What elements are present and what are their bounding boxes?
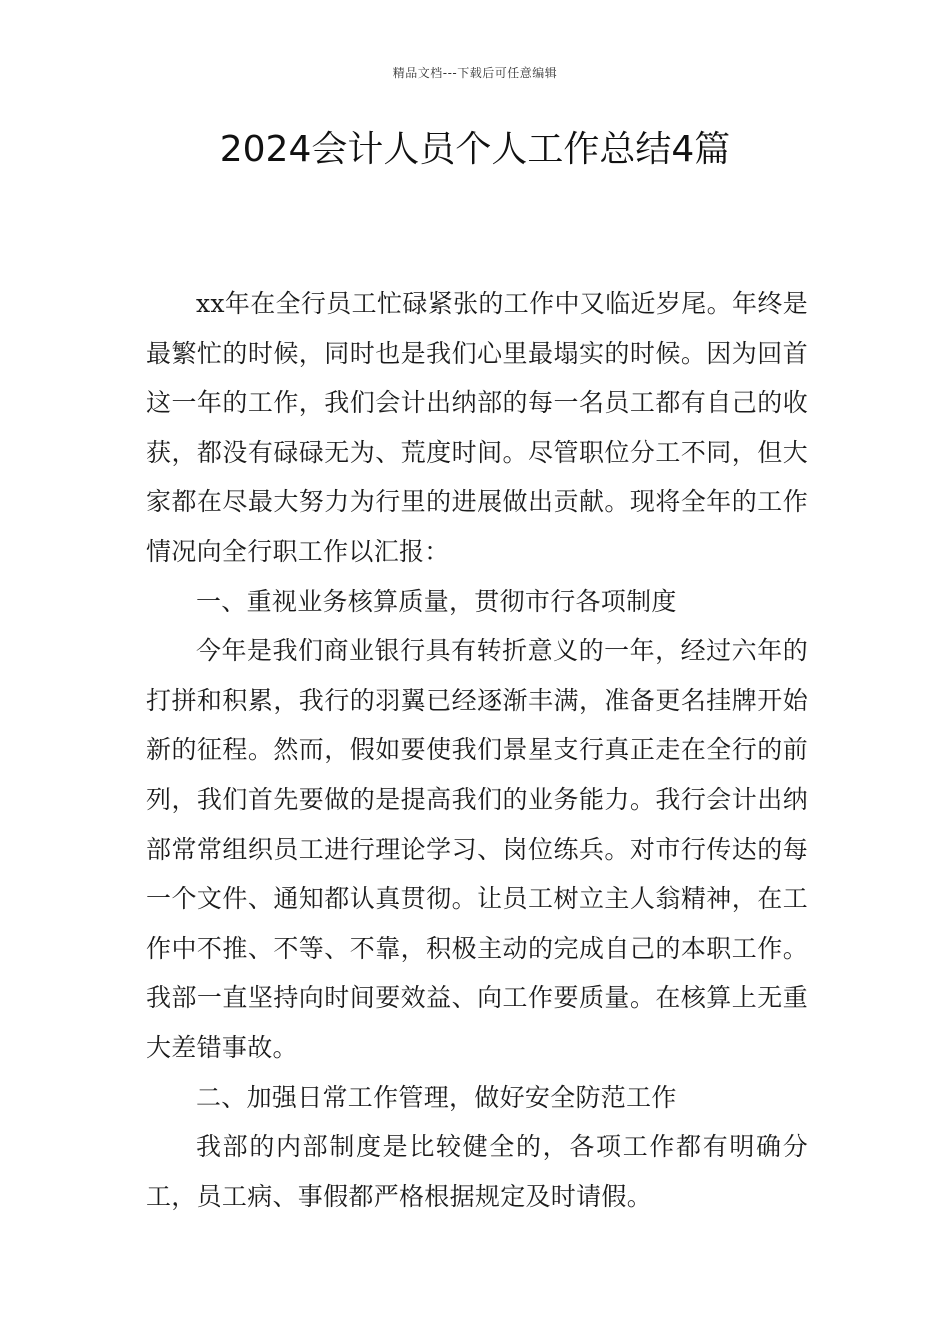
document-title: 2024会计人员个人工作总结4篇 — [219, 129, 731, 170]
paragraph-section-1: 今年是我们商业银行具有转折意义的一年，经过六年的打拼和积累，我行的羽翼已经逐渐丰满，准备更名挂牌开始新的征程。然而，假如要使我们景星支行真正走在全行的前列，我们首先要做的是提高我们的业务能力。我行会计出纳部常常组织员工进行理论学习、岗位练兵。对市行传达的每一个文件、通知都认真贯彻。让员工树立主人翁精神，在工作中不推、不等、不靠，积极主动的完成自己的本职工作。我部一直坚持向时间要效益、向工作要质量。在核算上无重大差错事故。 — [146, 636, 808, 1062]
header-note: 精品文档---下载后可任意编辑 — [392, 66, 558, 80]
section-heading-2: 二、加强日常工作管理，做好安全防范工作 — [196, 1082, 677, 1112]
paragraph-section-2: 我部的内部制度是比较健全的，各项工作都有明确分工，员工病、事假都严格根据规定及时请假。 — [146, 1132, 808, 1211]
paragraph-intro: xx年在全行员工忙碌紧张的工作中又临近岁尾。年终是最繁忙的时候，同时也是我们心里最塌实的时候。因为回首这一年的工作，我们会计出纳部的每一名员工都有自己的收获，都没有碌碌无为、荒度时间。尽管职位分工不同，但大家都在尽最大努力为行里的进展做出贡献。现将全年的工作情况向全行职工作以汇报： — [146, 289, 808, 566]
section-heading-1: 一、重视业务核算质量，贯彻市行各项制度 — [196, 586, 677, 616]
document-body — [146, 279, 808, 1221]
